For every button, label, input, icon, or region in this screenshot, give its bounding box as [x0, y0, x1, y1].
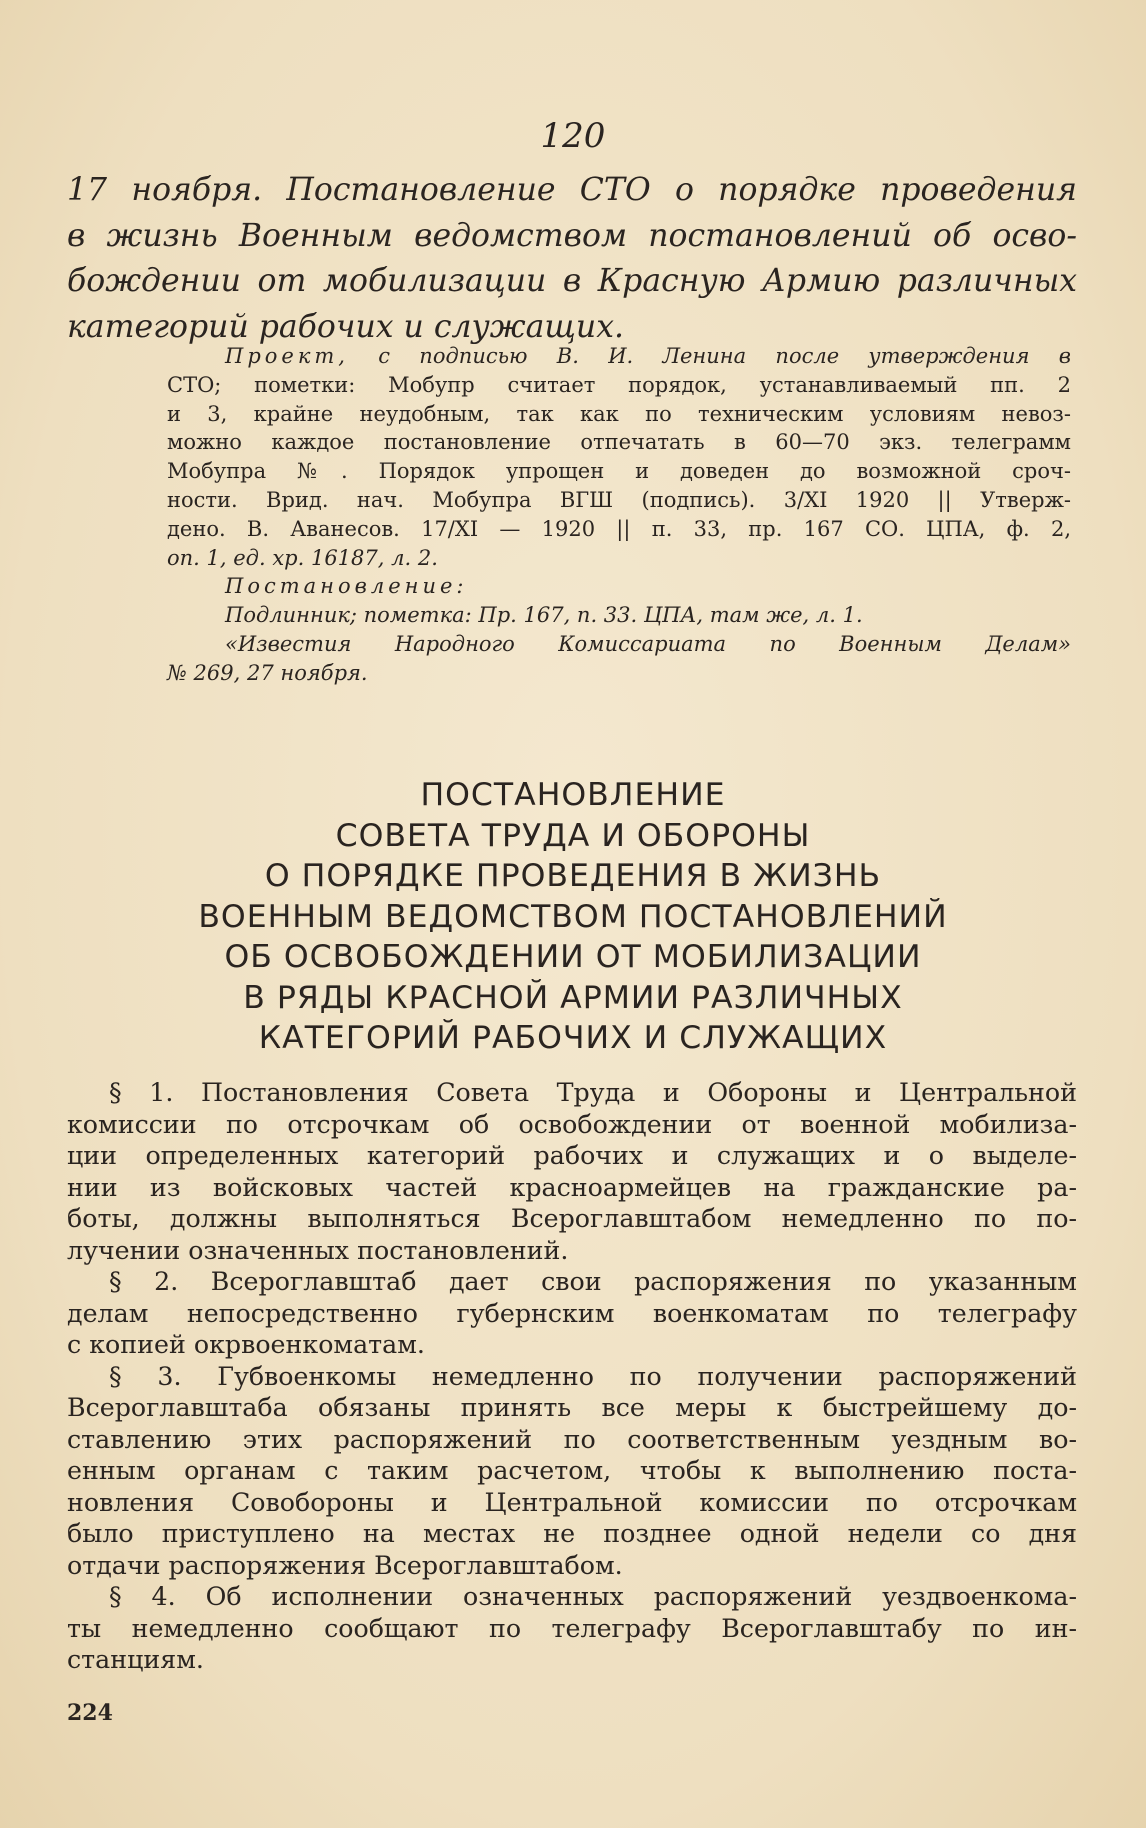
decree-label — [225, 572, 1071, 601]
title-line: ПОСТАНОВЛЕНИЕ — [420, 777, 726, 813]
notes-line — [225, 342, 1071, 371]
body-line: ты немедленно сообщают по телеграфу Всероглавштабу по ин- — [67, 1613, 1077, 1643]
document-number: 120 — [540, 116, 606, 156]
body-line: § 1. Постановления Совета Труда и Обороны и Центральной — [109, 1078, 1077, 1107]
body-line: комиссии по отсрочкам об освобождении от военной мобилиза- — [67, 1109, 1077, 1139]
title-line: О ПОРЯДКЕ ПРОВЕДЕНИЯ В ЖИЗНЬ — [264, 858, 882, 894]
decree-body — [67, 1077, 1077, 1676]
notes-line: оп. 1, ед. хр. 16187, л. 2. — [167, 545, 438, 570]
project-label: Проект, — [225, 344, 349, 368]
archival-notes — [167, 342, 1071, 688]
title-line: В РЯДЫ КРАСНОЙ АРМИИ РАЗЛИЧНЫХ — [243, 979, 903, 1016]
notes-line: Мобупра №. Порядок упрощен и доведен до возможной сроч- — [167, 459, 1071, 484]
body-line: с копией окрвоенкоматам. — [67, 1330, 425, 1359]
document-heading — [67, 168, 1077, 350]
notes-line: ности. Врид. нач. Мобупра ВГШ (подпись). 3/XI 1920 || Утверж- — [167, 487, 1071, 512]
body-line: делам непосредственно губернским военкоматам по телеграфу — [67, 1298, 1077, 1328]
title-line: ВОЕННЫМ ВЕДОМСТВОМ ПОСТАНОВЛЕНИЙ — [198, 898, 948, 935]
body-line: нии из войсковых частей красноармейцев на гражданские ра- — [67, 1172, 1077, 1202]
page-number: 224 — [67, 1700, 113, 1726]
paragraph-2 — [67, 1266, 1077, 1361]
notes-text: с подписью В. И. Ленина после утверждения в — [378, 344, 1071, 368]
body-line: енным органам с таким расчетом, чтобы к выполнению поста- — [67, 1456, 1077, 1485]
body-line: станциям. — [67, 1645, 204, 1674]
heading-line: 17 ноября. Постановление СТО о порядке проведения — [67, 172, 1077, 208]
izvestia-note: № 269, 27 ноября. — [167, 660, 368, 685]
notes-line: дено. В. Аванесов. 17/XI — 1920 || п. 33, пр. 167 СО. ЦПА, ф. 2, — [167, 516, 1071, 541]
body-line: Всероглавштаба обязаны принять все меры к быстрейшему до- — [67, 1393, 1077, 1422]
heading-line: бождении от мобилизации в Красную Армию различных — [67, 263, 1077, 299]
original-note: Подлинник; пометка: Пр. 167, п. 33. ЦПА, там же, л. 1. — [225, 603, 863, 628]
izvestia-note: «Известия Народного Комиссариата по Военным Делам» — [225, 631, 1071, 656]
decree-title — [0, 775, 1146, 1059]
paragraph-1 — [67, 1077, 1077, 1266]
heading-line: категорий рабочих и служащих. — [67, 308, 624, 345]
body-line: § 3. Губвоенкомы немедленно по получении распоряжений — [109, 1361, 1077, 1391]
body-line: лучении означенных постановлений. — [67, 1235, 569, 1265]
paragraph-4 — [67, 1581, 1077, 1676]
title-line: СОВЕТА ТРУДА И ОБОРОНЫ — [335, 817, 811, 854]
body-line: новления Совобороны и Центральной комиссии по отсрочкам — [67, 1487, 1077, 1517]
body-line: ции определенных категорий рабочих и служащих и о выделе- — [67, 1141, 1077, 1170]
body-line: ставлению этих распоряжений по соответственным уездным во- — [67, 1424, 1077, 1454]
body-line: боты, должны выполняться Всероглавштабом немедленно по по- — [67, 1204, 1077, 1233]
notes-line: СТО; пометки: Мобупр считает порядок, устанавливаемый пп. 2 — [167, 372, 1071, 397]
body-line: § 4. Об исполнении означенных распоряжений уездвоенкома- — [109, 1582, 1077, 1611]
notes-line: и 3, крайне неудобным, так как по техническим условиям невоз- — [167, 401, 1071, 426]
body-line: было приступлено на местах не позднее одной недели со дня — [67, 1519, 1077, 1548]
title-line: ОБ ОСВОБОЖДЕНИИ ОТ МОБИЛИЗАЦИИ — [224, 939, 922, 975]
notes-line: можно каждое постановление отпечатать в 60—70 экз. телеграмм — [167, 430, 1071, 455]
heading-line: в жизнь Военным ведомством постановлений об осво- — [67, 217, 1077, 254]
decree-label-text: Постановление: — [225, 574, 468, 599]
body-line: § 2. Всероглавштаб дает свои распоряжения по указанным — [109, 1267, 1077, 1296]
title-line: КАТЕГОРИЙ РАБОЧИХ И СЛУЖАЩИХ — [258, 1020, 888, 1056]
body-line: отдачи распоряжения Всероглавштабом. — [67, 1550, 623, 1580]
paragraph-3 — [67, 1361, 1077, 1582]
